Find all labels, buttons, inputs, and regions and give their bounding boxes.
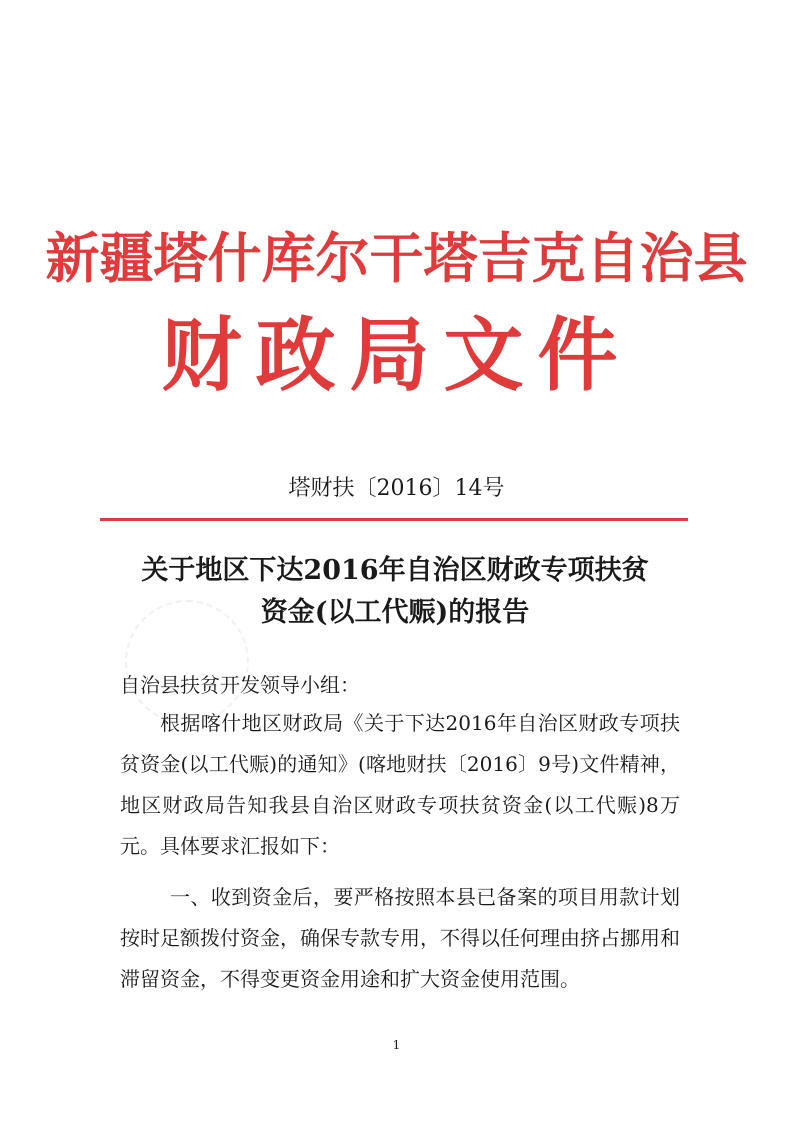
red-divider-line: [100, 518, 688, 521]
document-number: 塔财扶〔2016〕14号: [288, 476, 505, 501]
document-type-heading: 财政局文件: [161, 308, 632, 402]
addressee: 自治县扶贫开发领导小组：: [120, 673, 360, 697]
document-title: [105, 550, 685, 634]
body-paragraph-2: 一、收到资金后，要严格按照本县已备案的项目用款计划按时足额拨付资金，确保专款专用，不得以任何理由挤占挪用和滞留资金，不得变更资金用途和扩大资金使用范围。: [120, 885, 680, 991]
issuer-name: 新疆塔什库尔干塔吉克自治县: [45, 226, 748, 290]
title-line-1: 关于地区下达2016年自治区财政专项扶贫: [141, 555, 649, 586]
title-line-2: 资金(以工代赈)的报告: [260, 597, 530, 628]
page-number: 1: [392, 1038, 401, 1052]
body-paragraph-1: 根据喀什地区财政局《关于下达2016年自治区财政专项扶贫资金(以工代赈)的通知》(喀地财扶〔2016〕9号)文件精神，地区财政局告知我县自治区财政专项扶贫资金(以工代赈)8万元。具体要求汇报如下：: [120, 711, 680, 858]
